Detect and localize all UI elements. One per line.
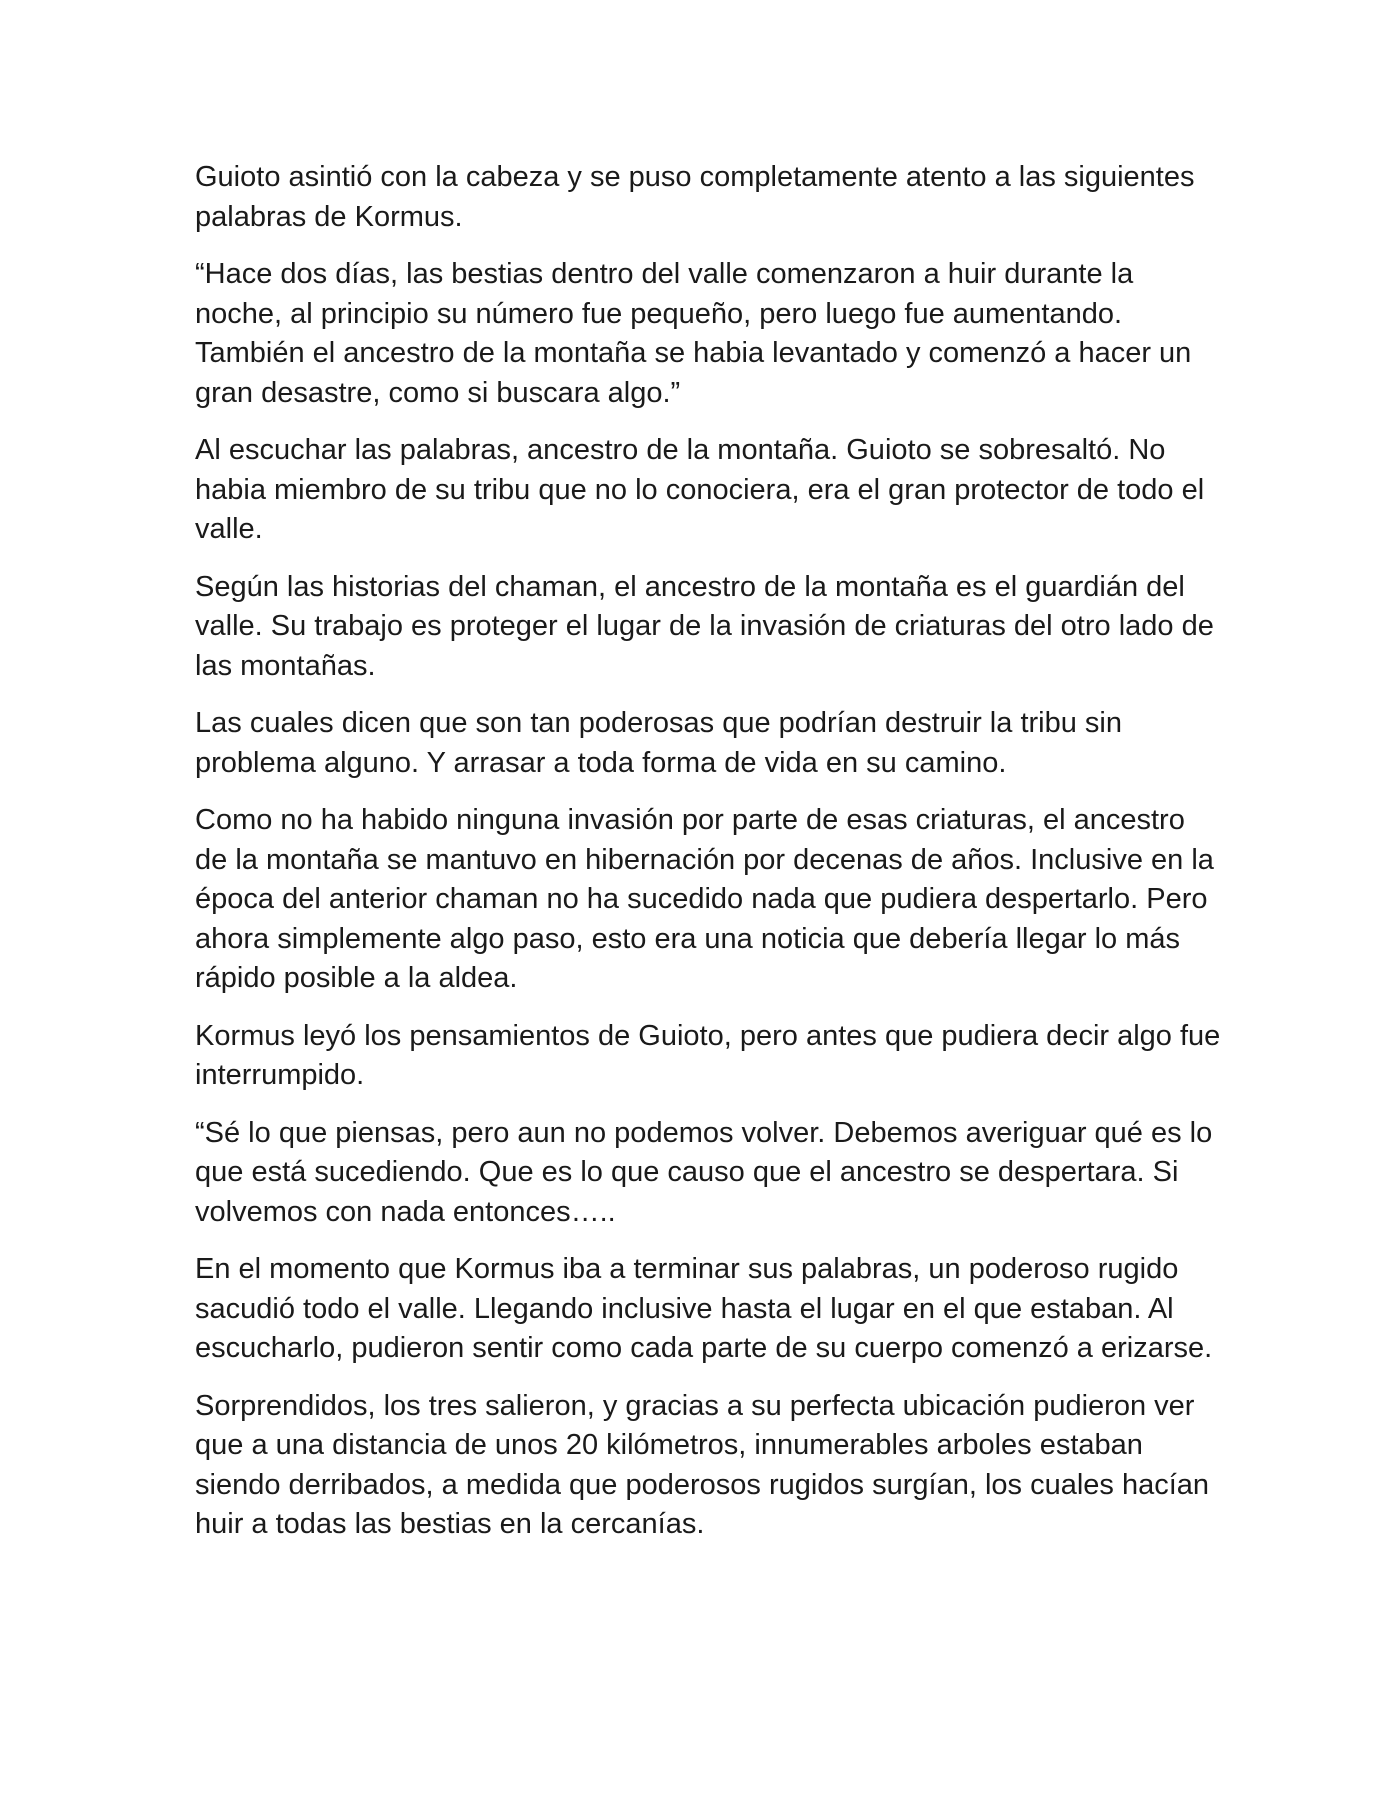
- paragraph-3: Al escuchar las palabras, ancestro de la montaña. Guioto se sobresaltó. No habia miembro de su tribu que no lo conociera, era el gran protector de todo el valle.: [195, 434, 1205, 545]
- paragraph-1: Guioto asintió con la cabeza y se puso completamente atento a las siguientes palabras de Kormus.: [195, 161, 1195, 233]
- paragraph-2: “Hace dos días, las bestias dentro del valle comenzaron a huir durante la noche, al principio su número fue pequeño, pero luego fue aumentando. También el ancestro de la montaña se habia levantado y comenzó a hacer un gran desastre, como si buscara algo.”: [195, 258, 1192, 409]
- paragraph-4: Según las historias del chaman, el ancestro de la montaña es el guardián del valle. Su trabajo es proteger el lugar de la invasión de criaturas del otro lado de las montañas.: [195, 570, 1214, 682]
- paragraph-5: Las cuales dicen que son tan poderosas que podrían destruir la tribu sin problema alguno. Y arrasar a toda forma de vida en su camino.: [195, 707, 1122, 779]
- paragraph-6: Como no ha habido ninguna invasión por parte de esas criaturas, el ancestro de la montaña se mantuvo en hibernación por decenas de años. Inclusive en la época del anterior chaman no ha sucedido nada que pudiera despertarlo. Pero ahora simplemente algo paso, esto era una noticia que debería llegar lo más rápido posible a la aldea.: [195, 804, 1214, 994]
- paragraph-7: Kormus leyó los pensamientos de Guioto, pero antes que pudiera decir algo fue interrumpido.: [195, 1019, 1221, 1091]
- paragraph-9: En el momento que Kormus iba a terminar sus palabras, un poderoso rugido sacudió todo el valle. Llegando inclusive hasta el lugar en el que estaban. Al escucharlo, pudieron sentir como cada parte de su cuerpo comenzó a erizarse.: [195, 1253, 1213, 1364]
- document-body: [195, 158, 1225, 1563]
- paragraph-8: “Sé lo que piensas, pero aun no podemos volver. Debemos averiguar qué es lo que está sucediendo. Que es lo que causo que el ancestro se despertara. Si volvemos con nada entonces…..: [195, 1116, 1213, 1228]
- paragraph-10: Sorprendidos, los tres salieron, y gracias a su perfecta ubicación pudieron ver que a una distancia de unos 20 kilómetros, innumerables arboles estaban siendo derribados, a medida que poderosos rugidos surgían, los cuales hacían huir a todas las bestias en la cercanías.: [195, 1389, 1210, 1540]
